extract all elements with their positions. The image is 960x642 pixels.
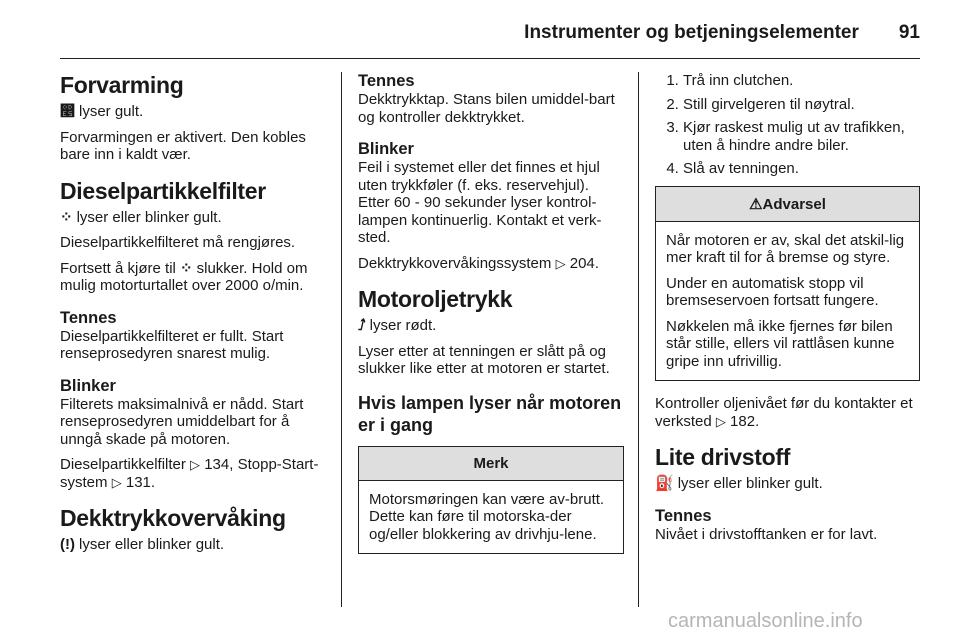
warning-icon: ⚠ <box>749 195 763 213</box>
warning-text-2: Under en automatisk stopp vil bremseservoen fortsatt fungere. <box>666 274 879 309</box>
forvarming-text: Forvarmingen er aktivert. Den kobles bare inn i kaldt vær. <box>60 128 306 163</box>
tire-pressure-icon: (!) <box>60 536 75 553</box>
list-item: 3. Kjør raskest mulig ut av trafikken, uten å hindre andre biler. <box>683 119 920 154</box>
glow-plug-icon: ෥ <box>60 103 75 120</box>
page-title: Instrumenter og betjeningselementer <box>524 22 859 43</box>
column-divider-1 <box>341 72 342 607</box>
list-item: 1. Trå inn clutchen. <box>683 72 920 90</box>
warning-text-3: Nøkkelen må ikke fjernes før bilen står stille, ellers vil rattlåsen kunne gripe inn ufrivillig. <box>666 317 895 370</box>
heading-forvarming: Forvarming <box>60 72 184 98</box>
arrow-icon: ▷ <box>555 255 566 271</box>
heading-blinker: Blinker <box>358 140 414 158</box>
heading-lite-drivstoff: Lite drivstoff <box>655 444 791 470</box>
note-box <box>358 446 624 555</box>
tennes-text: Dieselpartikkelfilteret er fullt. Start renseprosedyren snarest mulig. <box>60 327 284 362</box>
dekk-status: (!) lyser eller blinker gult. <box>60 536 225 553</box>
diesel-text-2: Fortsett å kjøre til ⁘ slukker. Hold om mulig motorturtallet over 2000 o/min. <box>60 259 308 294</box>
tennes-text: Dekktrykktap. Stans bilen umiddel-bart og kontroller dekktrykket. <box>358 91 615 126</box>
heading-dekk: Dekktrykkovervåking <box>60 505 286 531</box>
column-divider-2 <box>638 72 639 607</box>
list-item: 2. Still girvelgeren til nøytral. <box>683 96 920 114</box>
lite-status: ⛽ lyser eller blinker gult. <box>655 475 823 492</box>
blinker-text: Filterets maksimalnivå er nådd. Start renseprosedyren umiddelbart for å unngå skade på motoren. <box>60 395 304 448</box>
olje-text: Lyser etter at tenningen er slått på og slukker like etter at motoren er startet. <box>358 342 610 377</box>
oil-check-text: Kontroller oljenivået før du kontakter et verksted ▷ 182. <box>655 395 913 430</box>
arrow-icon: ▷ <box>715 413 726 429</box>
heading-diesel: Dieselpartikkelfilter <box>60 177 266 204</box>
page-number: 91 <box>898 22 920 43</box>
oil-can-icon: ⭜ <box>358 317 366 334</box>
cross-reference: Dieselpartikkelfilter ▷ 134, Stopp-Start-system ▷ 131. <box>60 456 319 491</box>
heading-olje: Motoroljetrykk <box>358 286 513 312</box>
note-text: Motorsmøringen kan være av-brutt. Dette kan føre til motorska-der og/eller blokkering av drivhju-lene. <box>369 490 605 543</box>
warning-body <box>656 222 919 381</box>
particle-filter-icon: ⁘ <box>60 208 73 226</box>
heading-tennes: Tennes <box>358 72 415 90</box>
arrow-icon: ▷ <box>190 457 201 472</box>
heading-tennes: Tennes <box>655 506 712 525</box>
column-1 <box>60 72 325 562</box>
column-3 <box>655 72 920 551</box>
heading-hvis-lampen: Hvis lampen lyser når motoren er i gang <box>358 392 622 435</box>
page-header <box>40 18 920 48</box>
column-2 <box>358 72 624 562</box>
warning-box <box>655 186 920 382</box>
warning-text-1: Når motoren er av, skal det atskil-lig mer kraft til for å bremse og styre. <box>666 231 905 266</box>
diesel-status: ⁘ lyser eller blinker gult. <box>60 208 222 226</box>
header-divider <box>60 58 920 59</box>
diesel-text-1: Dieselpartikkelfilteret må rengjøres. <box>60 234 296 251</box>
arrow-icon: ▷ <box>111 474 122 490</box>
particle-filter-icon: ⁘ <box>180 259 193 277</box>
heading-tennes: Tennes <box>60 308 117 327</box>
blinker-text: Feil i systemet eller det finnes et hjul uten trykkføler (f. eks. reservehjul). Etter 60 - 90 sekunder lyser kontrol-lampen kontinuerlig. Kontakt et verk-sted. <box>358 159 602 246</box>
note-body <box>359 481 623 554</box>
fuel-pump-icon: ⛽ <box>655 475 674 492</box>
note-title: Merk <box>359 447 623 481</box>
warning-title: ⚠Advarsel <box>656 187 919 222</box>
list-item: 4. Slå av tenningen. <box>683 160 920 178</box>
cross-reference: Dekktrykkovervåkingssystem ▷ 204. <box>358 254 599 272</box>
steps-list <box>655 72 920 178</box>
watermark: carmanualsonline.info <box>668 610 863 632</box>
tennes-text: Nivået i drivstofftanken er for lavt. <box>655 525 878 543</box>
heading-blinker: Blinker <box>60 376 116 395</box>
forvarming-status: ෥ lyser gult. <box>60 103 144 120</box>
olje-status: ⭜ lyser rødt. <box>358 317 437 334</box>
